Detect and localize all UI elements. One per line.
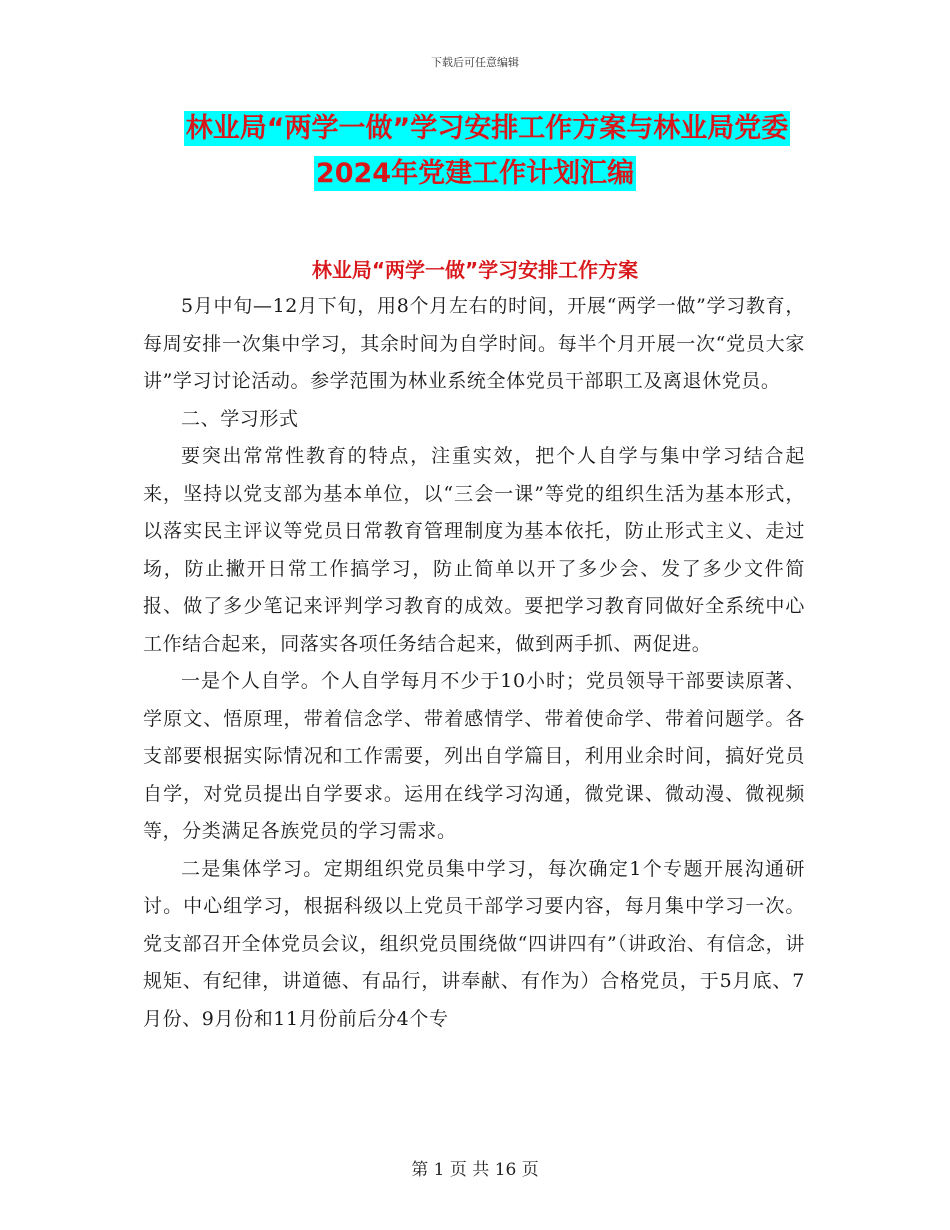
paragraph-self-study: 一是个人自学。个人自学每月不少于10小时；党员领导干部要读原著、学原文、悟原理，带着信念学、带着感情学、带着使命学、带着问题学。各支部要根据实际情况和工作需要，列出自学篇目，利用业余时间，搞好党员自学，对党员提出自学要求。运用在线学习沟通，微党课、微动漫、微视频等，分类满足各族党员的学习需求。 [143, 670, 805, 842]
paragraph-group-study: 二是集体学习。定期组织党员集中学习，每次确定1个专题开展沟通研讨。中心组学习，根据科级以上党员干部学习要内容，每月集中学习一次。党支部召开全体党员会议，组织党员围绕做“四讲四有”（讲政治、有信念，讲规矩、有纪律，讲道德、有品行，讲奉献、有作为）合格党员，于5月底、7月份、9月份和11月份前后分4个专 [143, 857, 805, 1030]
document-body [143, 288, 805, 1038]
section-title: 林业局“两学一做”学习安排工作方案 [311, 258, 639, 282]
page-number: 第 1 页 共 16 页 [411, 1160, 539, 1180]
document-title-text-1: 林业局“两学一做”学习安排工作方案与林业局党委 [185, 113, 789, 144]
paragraph-study-form: 要突出常常性教育的特点，注重实效，把个人自学与集中学习结合起来，坚持以党支部为基本单位，以“三会一课”等党的组织生活为基本形式，以落实民主评议等党员日常教育管理制度为基本依托，防止形式主义、走过场，防止撇开日常工作搞学习，防止简单以开了多少会、发了多少文件简报、做了多少笔记来评判学习教育的成效。要把学习教育同做好全系统中心工作结合起来，同落实各项任务结合起来，做到两手抓、两促进。 [143, 445, 805, 655]
document-title-line-2 [0, 159, 950, 189]
page-header-note: 下载后可任意编辑 [431, 56, 519, 69]
document-title-text-2: 2024年党建工作计划汇编 [315, 158, 635, 189]
paragraph-heading-study-form: 二、学习形式 [181, 407, 299, 430]
paragraph-intro: 5月中旬—12月下旬，用8个月左右的时间，开展“两学一做”学习教育，每周安排一次集中学习，其余时间为自学时间。每半个月开展一次“党员大家讲”学习讨论活动。参学范围为林业系统全体党员干部职工及离退休党员。 [143, 295, 805, 392]
document-title-line-1 [0, 114, 950, 144]
